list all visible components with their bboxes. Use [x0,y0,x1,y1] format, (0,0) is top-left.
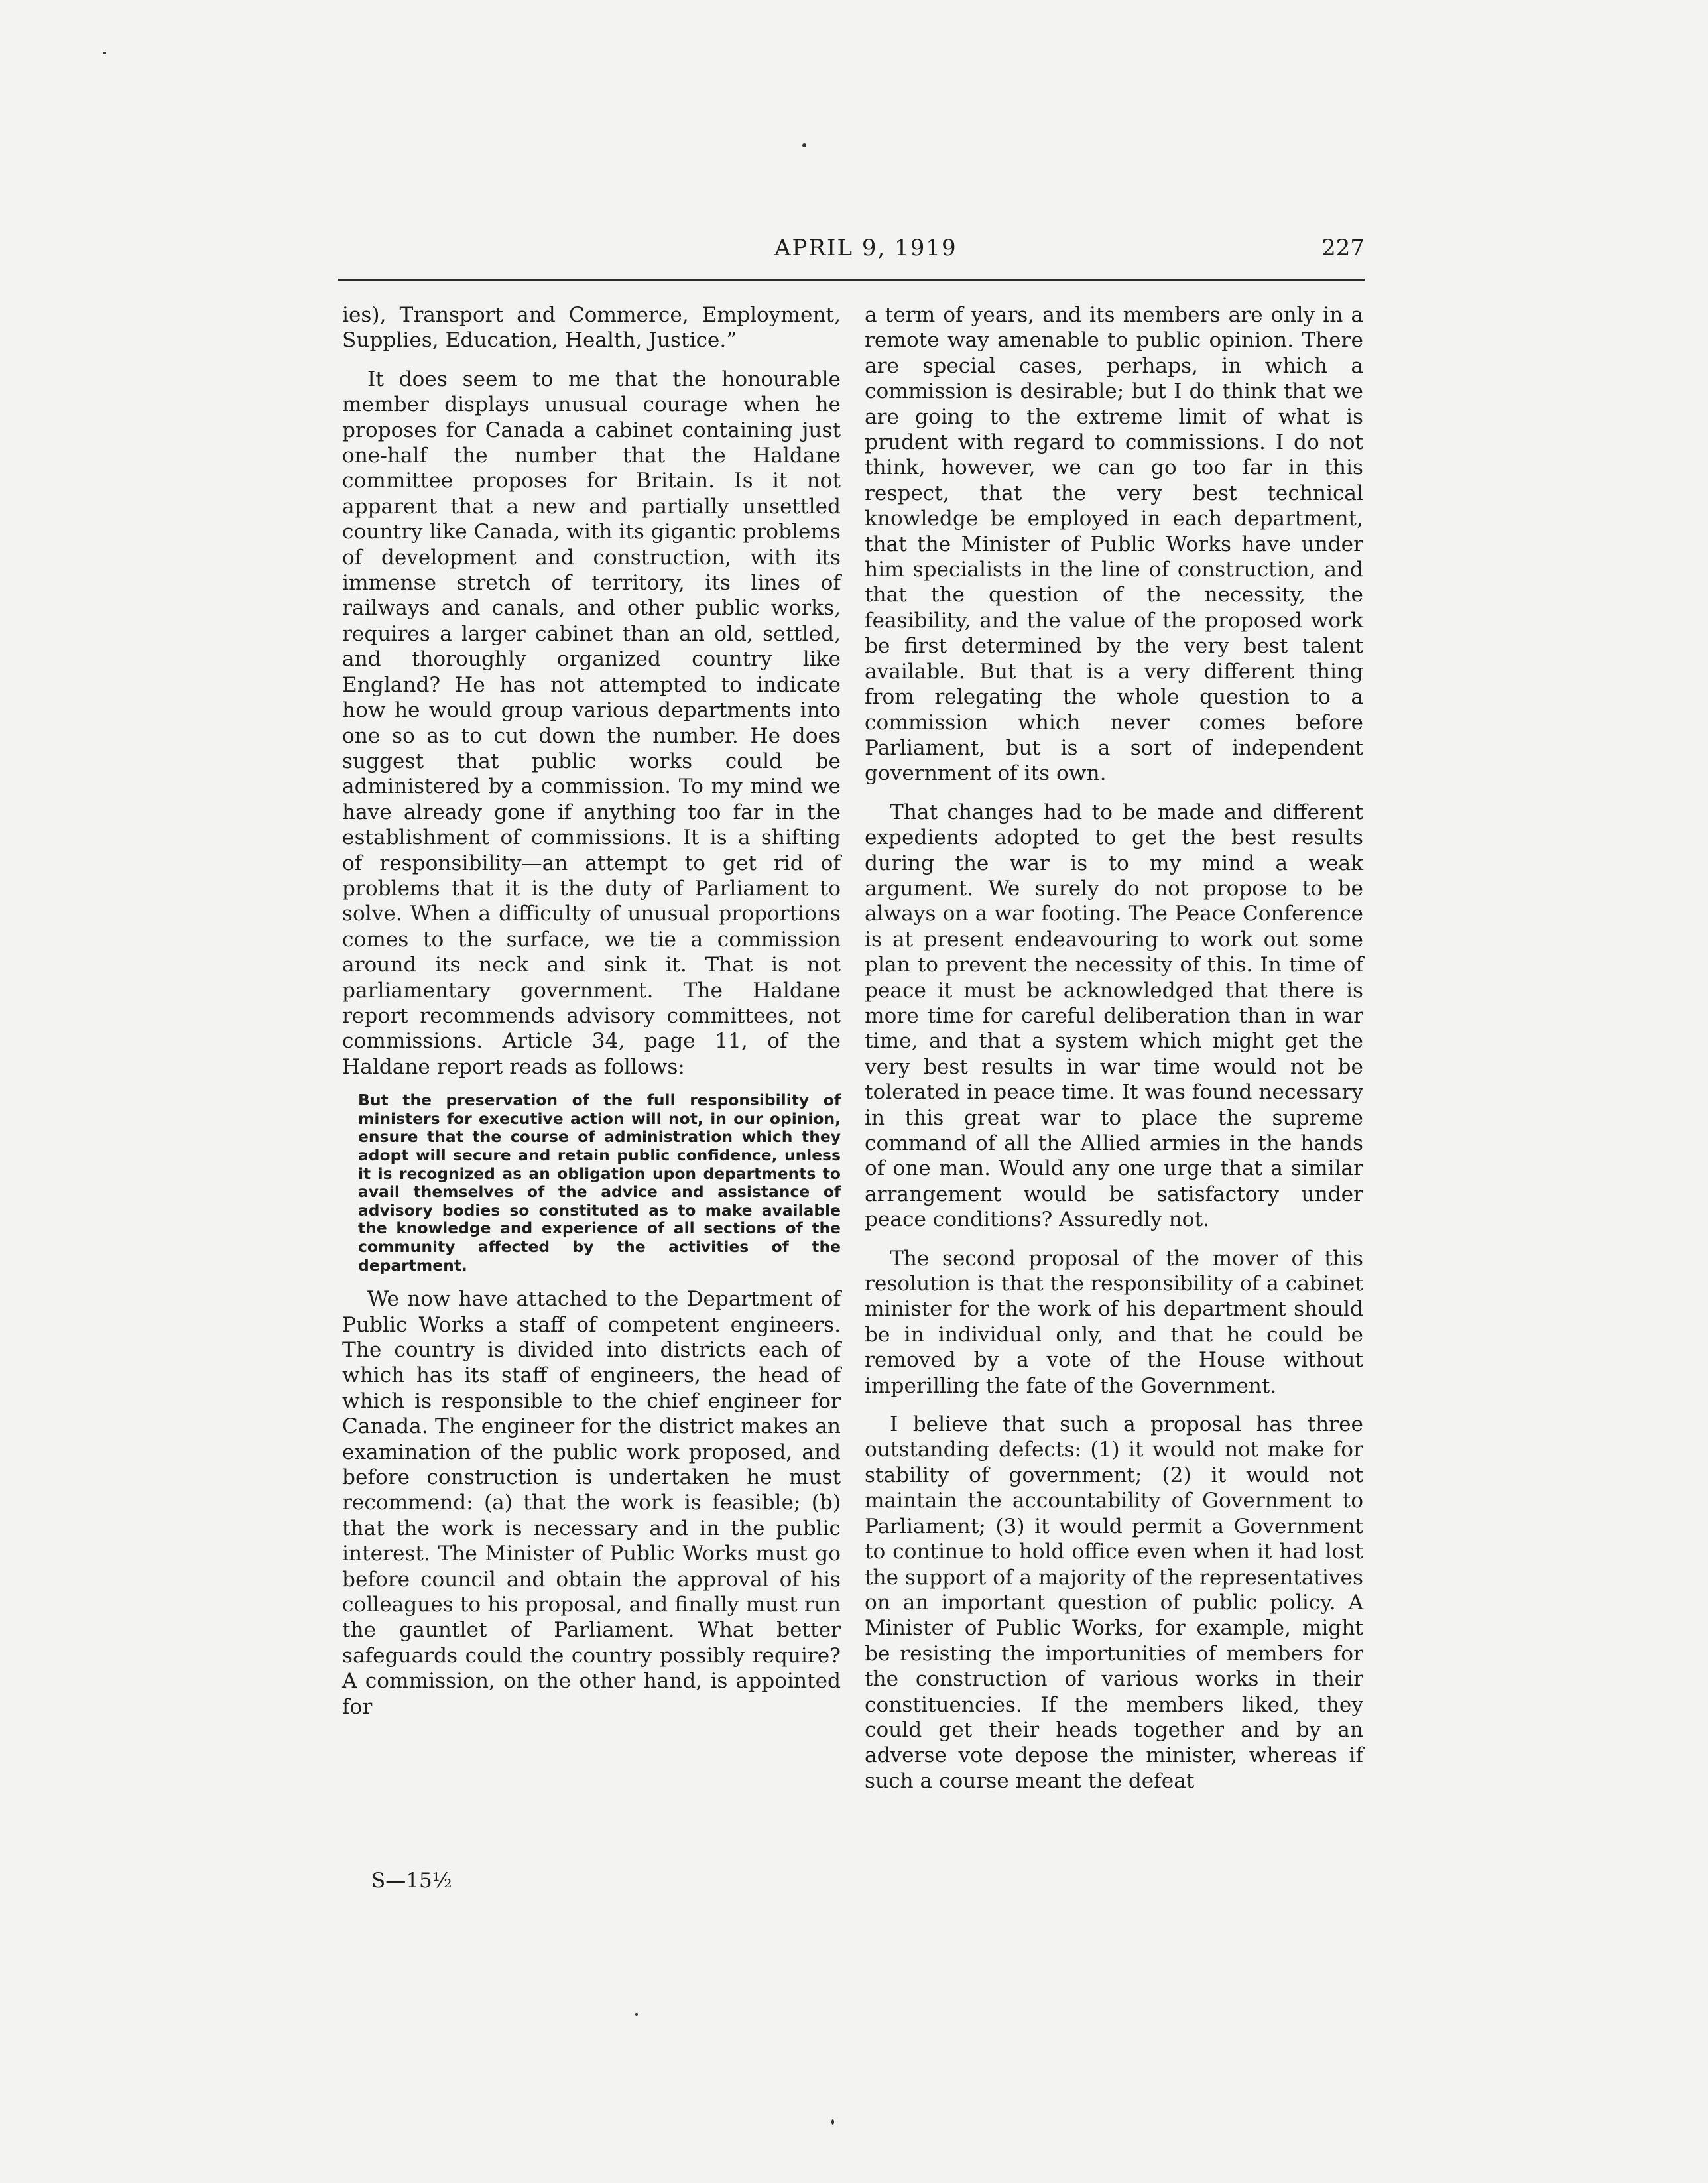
scan-speck [103,52,106,54]
left-paragraph-1: ies), Transport and Commerce, Employment, Supplies, Education, Health, Justice.” [342,303,841,353]
page-number: 227 [1321,235,1365,261]
scan-speck [802,143,806,147]
right-column [865,302,1363,1794]
left-column [342,302,841,1719]
right-paragraph-2: That changes had to be made and different expedients adopted to get the best results during the war is to my mind a weak argument. We surely do not propose to be always on a war footing. The Peace Conference is at present endeavouring to work out some plan to prevent the necessity of this. In time of peace it must be acknowledged that there is more time for careful deliberation than in war time, and that a system which might get the very best results in war time would not be tolerated in peace time. It was found necessary in this great war to place the supreme command of all the Allied armies in the hands of one man. Would any one urge that a similar arrangement would be satisfactory under peace conditions? Assuredly not. [865,800,1363,1232]
page-header [338,231,1365,271]
header-rule [338,279,1365,281]
header-date: APRIL 9, 1919 [774,235,957,261]
right-paragraph-1: a term of years, and its members are only in a remote way amenable to public opinion. There are special cases, perhaps, in which a commission is desirable; but I do think that we are going to the extreme limit of what is prudent with regard to commissions. I do not think, however, we can go too far in this respect, that the very best technical knowledge be employed in each department, that the Minister of Public Works have under him specialists in the line of construction, and that the question of the necessity, the feasibility, and the value of the proposed work be first determined by the very best talent available. But that is a very different thing from relegating the whole question to a commission which never comes before Parliament, but is a sort of independent government of its own. [865,303,1363,786]
right-paragraph-3: The second proposal of the mover of this resolution is that the responsibility of a cabinet minister for the work of his department should be in individual only, and that he could be removed by a vote of the House without imperilling the fate of the Government. [865,1246,1363,1398]
left-paragraph-2: It does seem to me that the honourable member displays unusual courage when he proposes for Canada a cabinet containing just one-half the number that the Haldane committee proposes for Britain. Is it not apparent that a new and partially unsettled country like Canada, with its gigantic problems of development and construction, with its immense stretch of territory, its lines of railways and canals, and other public works, requires a larger cabinet than an old, settled, and thoroughly organized country like England? He has not attempted to indicate how he would group various departments into one so as to cut down the number. He does suggest that public works could be administered by a commission. To my mind we have already gone if anything too far in the establishment of commissions. It is a shifting of responsibility—an attempt to get rid of problems that it is the duty of Parliament to solve. When a difficulty of unusual proportions comes to the surface, we tie a commission around its neck and sink it. That is not parliamentary government. The Haldane report recommends advisory committees, not commissions. Article 34, page 11, of the Haldane report reads as follows: [342,367,841,1079]
left-paragraph-3: We now have attached to the Department of Public Works a staff of competent engineers. The country is divided into districts each of which has its staff of engineers, the head of which is responsible to the chief engineer for Canada. The engineer for the district makes an examination of the public work proposed, and before construction is undertaken he must recommend: (a) that the work is feasible; (b) that the work is necessary and in the public interest. The Minister of Public Works must go before council and obtain the approval of his colleagues to his proposal, and finally must run the gauntlet of Parliament. What better safeguards could the country possibly require? A commission, on the other hand, is appointed for [342,1287,841,1719]
right-paragraph-4: I believe that such a proposal has three outstanding defects: (1) it would not make for stability of government; (2) it would not maintain the accountability of Government to Parliament; (3) it would permit a Government to continue to hold office even when it had lost the support of a majority of the representatives on an important question of public policy. A Minister of Public Works, for example, might be resisting the importunities of members for the construction of various works in their constituencies. If the members liked, they could get their heads together and by an adverse vote depose the minister, whereas if such a course meant the defeat [865,1412,1363,1793]
signature-mark: S—15½ [371,1869,452,1893]
scan-speck [635,2013,638,2016]
scan-speck [831,2119,834,2125]
haldane-quote: But the preservation of the full responsibility of ministers for executive action will not, in our opinion, ensure that the course of administration which they adopt will secure and retain public confidence, unless it is recognized as an obligation upon departments to avail themselves of the advice and assistance of advisory bodies so constituted as to make available the knowledge and experience of all sections of the community affected by the activities of the department. [358,1091,841,1275]
